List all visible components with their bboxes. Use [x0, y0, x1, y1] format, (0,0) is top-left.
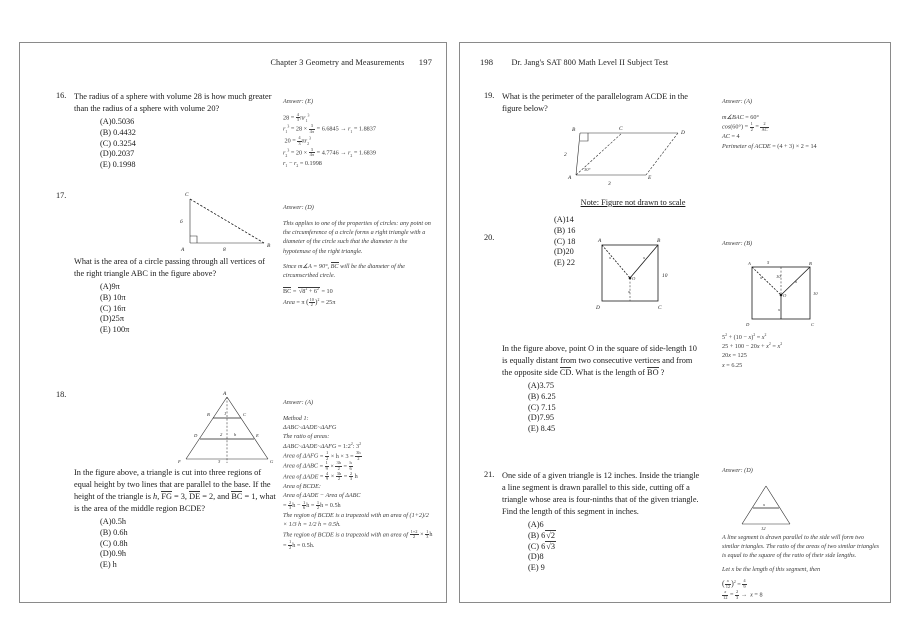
choice-b[interactable]: (B) 6√2 — [528, 530, 555, 540]
svg-text:D: D — [681, 130, 685, 136]
question-16-choices — [74, 117, 274, 171]
svg-text:C: C — [811, 321, 815, 327]
svg-text:10: 10 — [813, 290, 818, 296]
svg-text:B: B — [809, 260, 812, 266]
choice-a[interactable]: (A)0.5h — [100, 517, 127, 527]
question-20-number: 20. — [484, 233, 495, 242]
svg-text:D: D — [194, 433, 198, 438]
answer-19-label: Answer: (A) — [722, 98, 753, 106]
choice-a[interactable]: (A)9π — [100, 282, 120, 292]
chapter-title: Chapter 3 Geometry and Measurements — [270, 58, 405, 67]
question-21 — [502, 470, 702, 574]
question-17-number: 17. — [56, 191, 67, 200]
answer-17-work: BC = $√8^2 + 6^2 = 10$ Area = π ( $\frac{10}{2}$ )$^2$ = 25π — [283, 286, 336, 308]
svg-text:E: E — [648, 175, 652, 181]
choice-a[interactable]: (A)14 — [554, 215, 574, 224]
svg-text:x: x — [609, 255, 612, 260]
svg-text:B: B — [572, 127, 576, 133]
svg-text:F: F — [178, 459, 181, 464]
answer-20-label: Answer: (B) — [722, 240, 753, 248]
svg-text:6: 6 — [180, 219, 183, 225]
answer-21 — [722, 460, 880, 600]
header-right — [480, 57, 668, 67]
question-21-number: 21. — [484, 470, 495, 479]
svg-text:O: O — [783, 292, 787, 298]
answer-16 — [283, 91, 431, 170]
figure-question-20 — [590, 233, 680, 313]
svg-text:x: x — [643, 255, 646, 260]
answer-16-work: 28 = $\frac{4}{3}$ $\pi r_1^3$ $r_1^3 = 28$ × $\frac{3}{4\pi}$ = $6.6845 \to r_1 = 1.8837$ 20 = $\frac{4}{3}$ $\pi r_2^3$ $r_2^3 = 20$ × $\frac{3}{4\pi}$ = $4.7746 \to r_2 = 1.6839$ $r_1 - r_2 = 0.1998$ — [283, 111, 376, 169]
question-19-note — [538, 198, 728, 207]
book-title: Dr. Jang's SAT 800 Math Level II Subject Test — [511, 58, 669, 67]
svg-text:10: 10 — [776, 273, 781, 279]
svg-text:2: 2 — [220, 432, 223, 437]
svg-text:1: 1 — [224, 411, 227, 416]
question-18-number: 18. — [56, 390, 67, 399]
choice-c[interactable]: (C) 0.8h — [100, 538, 128, 548]
svg-text:3: 3 — [608, 181, 611, 187]
choice-c[interactable]: (C) 6√3 — [528, 541, 555, 551]
svg-text:G: G — [270, 459, 274, 464]
figure-question-17 — [168, 183, 288, 255]
svg-text:10: 10 — [662, 273, 668, 279]
svg-text:C: C — [243, 412, 247, 417]
answer-21-work: A line segment is drawn parallel to the side will form two similar triangles. The ratio of the areas of two similar triangles is equal to the square of the ratio of their side lengths. Let x be the length of this segment, then ( $\frac{x}{12}$ )$^2$ = $\frac{4}{9}$ $\frac{x}{12}$ = $\frac{2}{3}$ → x = 8 — [722, 533, 880, 600]
choice-b[interactable]: (B) 10π — [100, 292, 126, 302]
page-number-right: 198 — [480, 57, 494, 67]
choice-b[interactable]: (B) 0.4432 — [100, 127, 136, 137]
figure-question-18 — [170, 391, 290, 469]
choice-b[interactable]: (B) 0.6h — [100, 527, 128, 537]
svg-text:D: D — [596, 305, 600, 311]
choice-a[interactable]: (A)3.75 — [528, 381, 555, 391]
question-18-text: In the figure above, a triangle is cut into three regions of equal height by two lines that are parallel to the base. If the height of the triangle is h, FG = 3, DE = 2, and BC = 1, what is the area of the middle region BCDE? — [74, 468, 276, 514]
answer-20-work: $5^2 + (10 - x)^2 = x^2$ $25 + 100 - 20x + x^2 = x^2$ 20x = 125 x = 6.25 — [722, 332, 783, 369]
svg-text:A: A — [598, 238, 602, 244]
choice-d[interactable]: (D)8 — [528, 552, 544, 562]
choice-b[interactable]: (B) 16 — [554, 225, 576, 235]
choice-d[interactable]: (D)25π — [100, 314, 125, 324]
choice-e[interactable]: (E) 9 — [528, 563, 545, 573]
svg-text:A: A — [568, 175, 572, 181]
svg-text:8: 8 — [223, 247, 226, 253]
question-16-text: The radius of a sphere with volume 28 is how much greater than the radius of a sphere with volume 20? — [74, 92, 272, 114]
page-number-left: 197 — [418, 57, 432, 67]
choice-b[interactable]: (B) 6.25 — [528, 391, 556, 401]
answer-17 — [283, 197, 431, 308]
question-17 — [74, 256, 276, 336]
answer-17-explanation: This applies to one of the properties of circles: any point on the circumference of a circle forms a right triangle with a diameter of the circle such that the diameter is the hypotenuse of the right triangle. — [283, 219, 431, 255]
page-left — [19, 42, 447, 603]
choice-e[interactable]: (E) 0.1998 — [100, 160, 136, 170]
choice-d[interactable]: (D)0.9h — [100, 549, 127, 559]
answer-18 — [283, 392, 433, 550]
question-20-choices — [502, 381, 702, 435]
choice-c[interactable]: (C) 18 — [554, 236, 576, 246]
question-16-number: 16. — [56, 91, 67, 100]
svg-text:30°: 30° — [584, 167, 591, 172]
figure-question-19 — [560, 121, 710, 193]
svg-text:12: 12 — [761, 525, 766, 531]
question-19-number: 19. — [484, 91, 495, 100]
choice-d[interactable]: (D)0.2037 — [100, 149, 135, 159]
choice-c[interactable]: (C) 0.3254 — [100, 138, 136, 148]
question-16 — [74, 91, 274, 171]
choice-e[interactable]: (E) 22 — [554, 258, 575, 268]
method-1-label: Method 1: — [283, 414, 309, 422]
svg-text:x: x — [628, 289, 631, 294]
answer-19 — [722, 91, 880, 151]
svg-text:3: 3 — [218, 459, 221, 464]
question-21-choices — [502, 520, 702, 574]
choice-a[interactable]: (A)6 — [528, 520, 544, 530]
choice-e[interactable]: (E) 8.45 — [528, 424, 556, 434]
answer-17-note: Since m∡A = 90°, BC will be the diameter of the circumscribed circle. — [283, 263, 405, 280]
question-19-choices — [528, 215, 575, 269]
choice-e[interactable]: (E) h — [100, 560, 117, 570]
answer-21-label: Answer: (D) — [722, 467, 753, 475]
svg-text:A: A — [748, 260, 751, 266]
question-18-choices — [74, 517, 276, 571]
svg-text:O: O — [632, 276, 636, 281]
note-text: Note: Figure not drawn to scale — [580, 198, 686, 207]
question-20 — [502, 343, 702, 435]
svg-text:B: B — [207, 412, 210, 417]
svg-text:C: C — [658, 305, 662, 311]
header-left — [270, 57, 432, 67]
choice-c[interactable]: (C) 7.15 — [528, 402, 556, 412]
answer-20 — [722, 233, 880, 370]
question-17-text: What is the area of a circle passing through all vertices of the right triangle ABC in the figure above? — [74, 257, 265, 279]
svg-text:C: C — [185, 192, 189, 198]
svg-text:x: x — [763, 501, 766, 507]
choice-e[interactable]: (E) 100π — [100, 325, 130, 335]
svg-text:x: x — [778, 306, 781, 312]
choice-d[interactable]: (D)7.95 — [528, 413, 555, 423]
svg-text:B: B — [267, 243, 271, 249]
answer-18-label: Answer: (A) — [283, 399, 314, 407]
answer-figure-question-20 — [740, 257, 898, 331]
answer-18-work: Method 1: ΔABC~ΔADE~ΔAFG The ratio of areas: ΔABC~ΔADE~ΔAFG = $1:2^2$: $3^2$ Area of ΔAFG = $\frac{1}{2}$ × h × 3 = $\frac{3h}{2}$ Area of ΔABC = $\frac{1}{9}$ × $\frac{3h}{2}$ = $\frac{h}{6}$ Area of ΔADE = $\frac{4}{9}$ × $\frac{3h}{2}$ = $\frac{2}{3}$ h Area of BCDE: Area of ΔADE − Area of ΔABC = $\frac{2}{3}$ h − $\frac{1}{6}$ h = $\frac{1}{2}$ h = 0.5h The region of BCDE is a trapezoid with an area of (1+2)/2 × 1/3 h = 1/2 h = 0.5h. The region of BCDE is a trapezoid with an area of $\frac{1+2}{2}$ × $\frac{1}{3}$ h = $\frac{1}{2}$ h = 0.5h. — [283, 414, 433, 550]
answer-figure-question-21 — [732, 482, 890, 530]
svg-text:E: E — [256, 433, 259, 438]
svg-text:C: C — [619, 126, 623, 132]
question-19 — [502, 91, 702, 115]
choice-c[interactable]: (C) 16π — [100, 303, 126, 313]
page-right — [459, 42, 891, 603]
svg-text:A: A — [181, 247, 185, 253]
question-17-choices — [74, 282, 276, 336]
question-21-text: One side of a given triangle is 12 inches. Inside the triangle a line segment is drawn parallel to this side, cutting off a triangle whose area is four-ninths that of the given triangle. Find the length of this segment in inches. — [502, 471, 700, 517]
answer-16-label: Answer: (E) — [283, 98, 314, 106]
svg-text:B: B — [657, 238, 661, 244]
svg-text:x: x — [760, 274, 763, 280]
question-19-text: What is the perimeter of the parallelogram ACDE in the figure below? — [502, 92, 688, 114]
question-18 — [74, 467, 276, 571]
svg-text:2: 2 — [564, 152, 567, 158]
answer-19-work: m∡BAC = 60° cos(60°) = $\frac{1}{2}$ = $\frac{2}{AC}$ AC = 4 Perimeter of ACDE = (4 + 3) × 2 = 14 — [722, 113, 817, 150]
svg-text:D: D — [746, 321, 750, 327]
choice-d[interactable]: (D)20 — [554, 247, 574, 257]
svg-text:A: A — [223, 391, 227, 397]
answer-17-label: Answer: (D) — [283, 204, 314, 212]
choice-a[interactable]: (A)0.5036 — [100, 117, 135, 127]
question-20-text: In the figure above, point O in the square of side-length 10 is equally distant from two consecutive vertices and from the opposite side CD. What is the length of BO ? — [502, 344, 697, 378]
svg-text:5: 5 — [767, 259, 770, 265]
svg-text:h: h — [234, 432, 237, 437]
svg-text:x: x — [795, 278, 798, 284]
